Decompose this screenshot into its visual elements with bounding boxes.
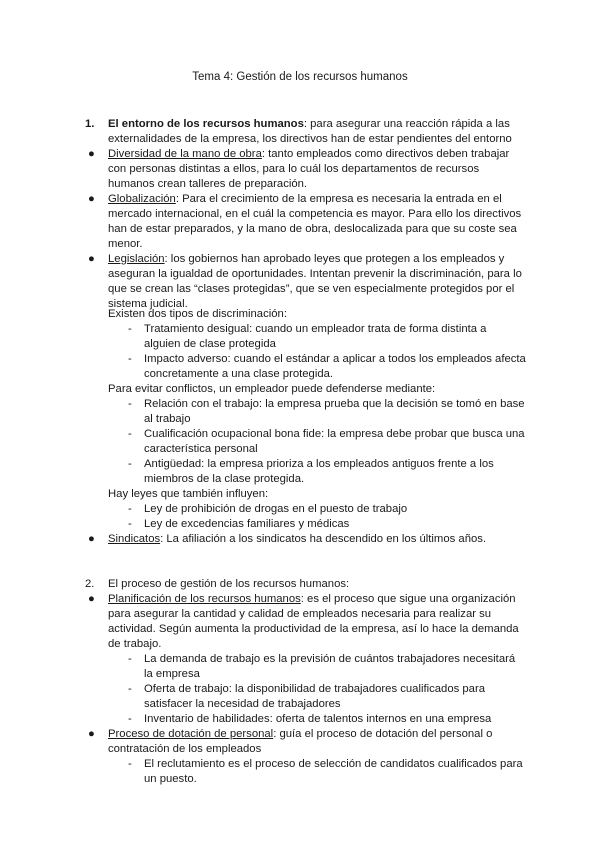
list-item (88, 532, 526, 547)
dash-icon: - (128, 398, 132, 410)
list-item (128, 427, 526, 457)
list-item (88, 192, 526, 252)
item-label: Legislación (108, 253, 165, 265)
dash-icon: - (128, 683, 132, 695)
item-label: Globalización (108, 193, 176, 205)
item-label: Sindicatos (108, 533, 161, 545)
list-item (128, 517, 526, 532)
section-1-heading (85, 117, 526, 147)
dash-icon: - (128, 353, 132, 365)
section-2-heading (85, 577, 526, 592)
list-item (88, 252, 526, 312)
dash-icon: - (128, 518, 132, 530)
item-label: Diversidad de la mano de obra (108, 148, 262, 160)
laws-intro: Hay leyes que también influyen: (108, 488, 269, 500)
dash-icon: - (128, 653, 132, 665)
bullet-icon: ● (88, 253, 95, 265)
bullet-icon: ● (88, 148, 95, 160)
list-item (128, 322, 526, 352)
item-text: Antigüedad: la empresa prioriza a los empleados antiguos frente a los miembros de la clase protegida. (144, 458, 494, 485)
item-text: : los gobiernos han aprobado leyes que protegen a los empleados y aseguran la igualdad de oportunidades. Intentan prevenir la discriminación, para lo que se crean las “clases protegidas”, que se ven especialmente protegidos por el sistema judicial. (108, 253, 522, 310)
item-text: Inventario de habilidades: oferta de talentos internos en una empresa (144, 713, 492, 725)
dash-icon: - (128, 713, 132, 725)
list-item (128, 397, 526, 427)
section-number: 2. (85, 578, 95, 590)
item-text: Tratamiento desigual: cuando un empleador trata de forma distinta a alguien de clase protegida (144, 323, 487, 350)
list-item (128, 757, 526, 787)
item-text: La demanda de trabajo es la previsión de cuántos trabajadores necesitará la empresa (144, 653, 516, 680)
item-text: Ley de excedencias familiares y médicas (144, 518, 350, 530)
item-text: : guía el proceso de dotación del personal o contratación de los empleados (108, 728, 493, 755)
item-text: Ley de prohibición de drogas en el puesto de trabajo (144, 503, 408, 515)
dash-icon: - (128, 323, 132, 335)
list-item (88, 592, 526, 652)
item-text: Impacto adverso: cuando el estándar a aplicar a todos los empleados afecta concretamente a una clase protegida. (144, 353, 526, 380)
dash-icon: - (128, 758, 132, 770)
list-item (88, 147, 526, 192)
item-text: : Para el crecimiento de la empresa es necesaria la entrada en el mercado internacional, en el cuál la competencia es mayor. Para ello los directivos han de estar preparados, y la mano de obra, deslocalizada para que su coste sea menor. (108, 193, 522, 250)
bullet-icon: ● (88, 593, 95, 605)
item-text: : es el proceso que sigue una organización para asegurar la cantidad y calidad de empleados necesaria para realizar su actividad. Según aumenta la productividad de la empresa, así lo hace la demanda de trabajo. (108, 593, 519, 650)
section-heading: El entorno de los recursos humanos (108, 118, 304, 130)
list-item (88, 727, 526, 757)
section-intro: : para asegurar una reacción rápida a las externalidades de la empresa, los directivos han de estar pendientes del entorno (108, 118, 512, 145)
dash-icon: - (128, 503, 132, 515)
bullet-icon: ● (88, 193, 95, 205)
item-text: El reclutamiento es el proceso de selección de candidatos cualificados para un puesto. (144, 758, 523, 785)
bullet-icon: ● (88, 533, 95, 545)
item-label: Proceso de dotación de personal (108, 728, 274, 740)
dash-icon: - (128, 458, 132, 470)
bullet-icon: ● (88, 728, 95, 740)
list-item (128, 502, 526, 517)
item-text: : tanto empleados como directivos deben trabajar con personas distintas a ellos, para lo cuál los departamentos de recursos humanos crean talleres de preparación. (108, 148, 510, 190)
item-label: Planificación de los recursos humanos (108, 593, 301, 605)
section-heading: El proceso de gestión de los recursos humanos: (108, 578, 350, 590)
item-text: Relación con el trabajo: la empresa prueba que la decisión se tomó en base al trabajo (144, 398, 525, 425)
list-item (128, 682, 526, 712)
list-item (128, 712, 526, 727)
list-item (128, 457, 526, 487)
item-text: Oferta de trabajo: la disponibilidad de trabajadores cualificados para satisfacer la necesidad de trabajadores (144, 683, 486, 710)
defense-intro: Para evitar conflictos, un empleador puede defenderse mediante: (108, 383, 436, 395)
list-item (128, 352, 526, 382)
item-text: Cualificación ocupacional bona fide: la empresa debe probar que busca una característica personal (144, 428, 525, 455)
list-item (128, 652, 526, 682)
dash-icon: - (128, 428, 132, 440)
item-text: : La afiliación a los sindicatos ha descendido en los últimos años. (160, 533, 487, 545)
discrimination-intro: Existen dos tipos de discriminación: (108, 308, 287, 320)
document-title: Tema 4: Gestión de los recursos humanos (192, 71, 408, 83)
section-number: 1. (85, 118, 95, 130)
